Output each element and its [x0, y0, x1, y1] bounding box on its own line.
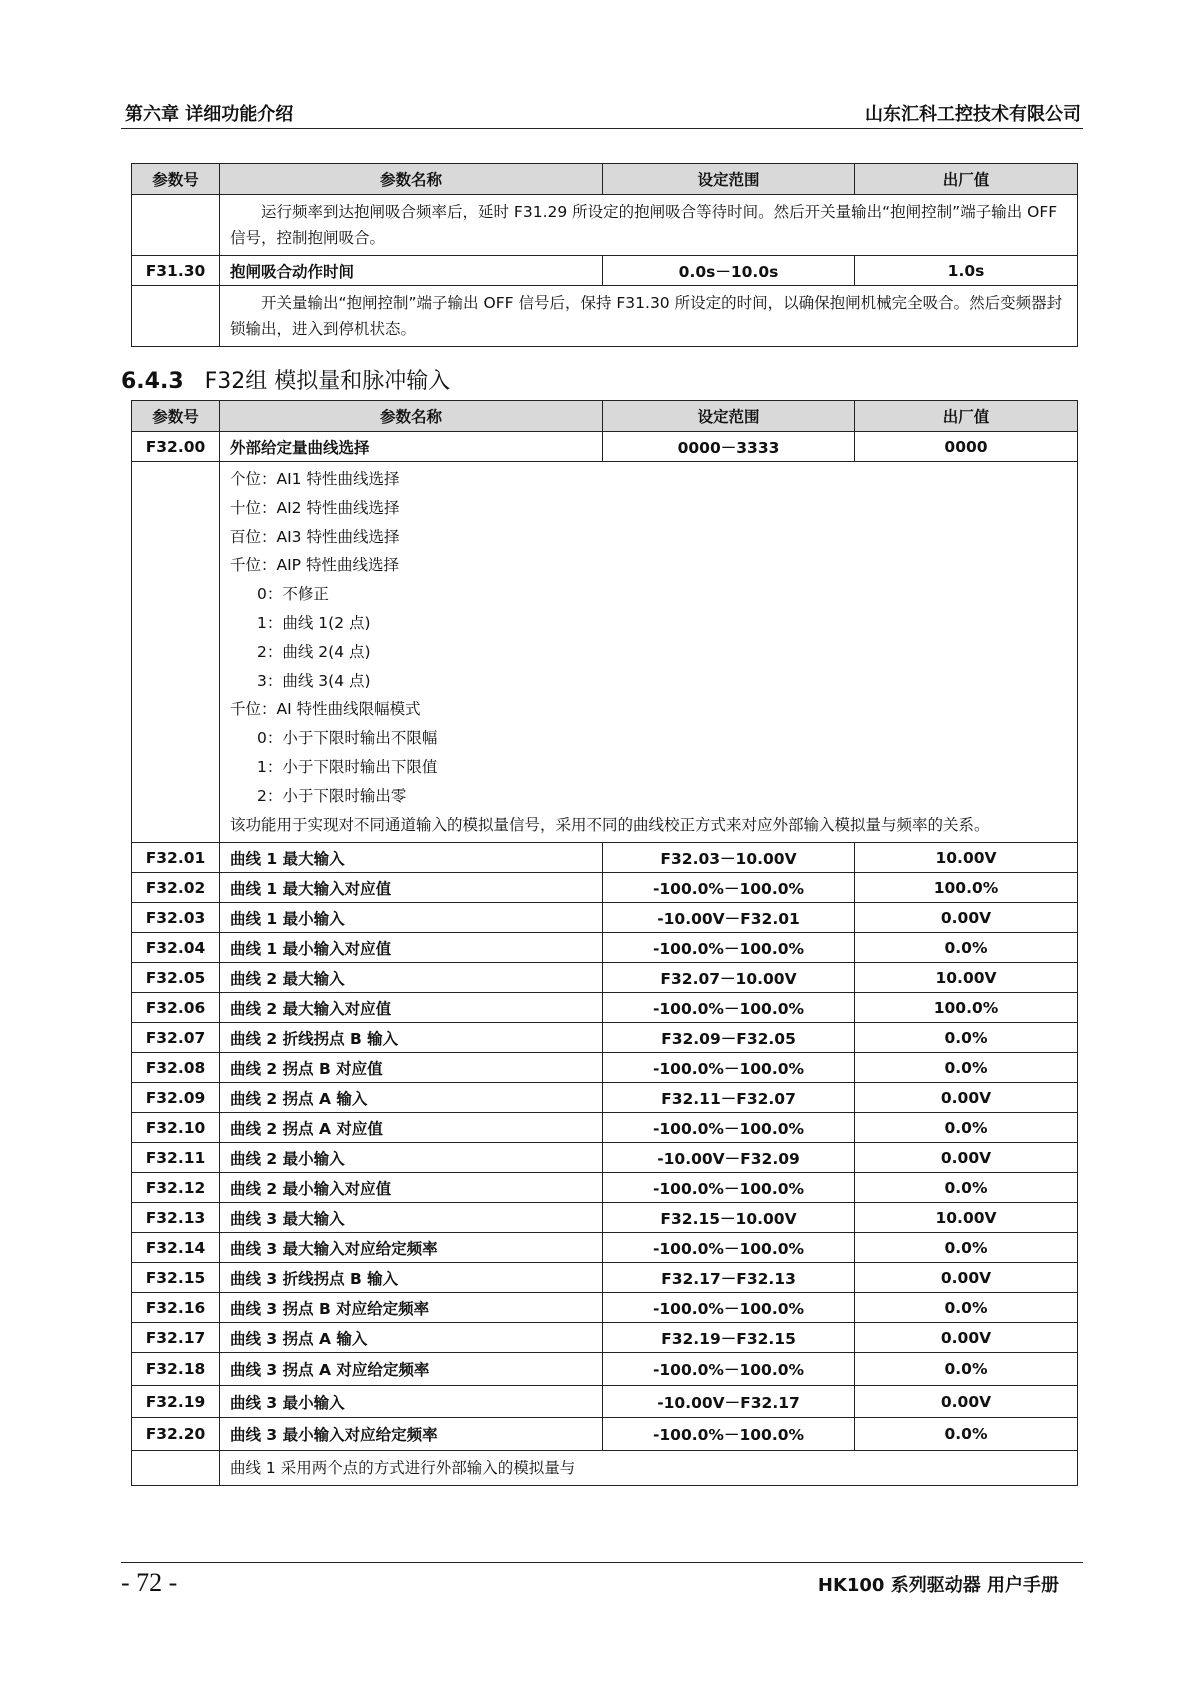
param-number: F32.13 — [132, 1203, 220, 1233]
chapter-title: 第六章 详细功能介绍 — [125, 104, 294, 125]
col-header-default: 出厂值 — [855, 401, 1078, 432]
table-row — [132, 432, 1078, 462]
table-row — [132, 843, 1078, 873]
param-description: 曲线 1 采用两个点的方式进行外部输入的模拟量与 — [230, 1458, 576, 1477]
table-row — [132, 1143, 1078, 1173]
param-name: 曲线 2 拐点 B 对应值 — [220, 1053, 603, 1083]
param-default: 0.00V — [855, 1083, 1078, 1113]
param-default: 0.0% — [855, 1023, 1078, 1053]
param-range: -10.00V－F32.17 — [603, 1385, 855, 1418]
param-default: 10.00V — [855, 1203, 1078, 1233]
param-number: F32.10 — [132, 1113, 220, 1143]
param-default: 1.0s — [855, 256, 1078, 286]
param-name: 曲线 1 最大输入 — [220, 843, 603, 873]
param-number: F32.08 — [132, 1053, 220, 1083]
param-range: -10.00V－F32.01 — [603, 903, 855, 933]
param-number: F32.09 — [132, 1083, 220, 1113]
param-range: -100.0%－100.0% — [603, 993, 855, 1023]
desc-line: 2：小于下限时输出零 — [257, 786, 407, 805]
param-name: 曲线 3 最大输入 — [220, 1203, 603, 1233]
param-range: F32.15－10.00V — [603, 1203, 855, 1233]
table-row — [132, 462, 1078, 843]
section-number: 6.4.3 — [121, 369, 184, 394]
param-default: 10.00V — [855, 963, 1078, 993]
param-default: 0.0% — [855, 1053, 1078, 1083]
company-name: 山东汇科工控技术有限公司 — [865, 104, 1081, 125]
param-number: F32.04 — [132, 933, 220, 963]
param-range: F32.19－F32.15 — [603, 1323, 855, 1353]
table-row — [132, 1233, 1078, 1263]
param-name: 曲线 2 折线拐点 B 输入 — [220, 1023, 603, 1053]
param-range: -100.0%－100.0% — [603, 873, 855, 903]
col-header-range: 设定范围 — [603, 164, 855, 195]
param-description: 开关量输出“抱闸控制”端子输出 OFF 信号后，保持 F31.30 所设定的时间，以确保抱闸机械完全吸合。然后变频器封锁输出，进入到停机状态。 — [230, 294, 1063, 338]
param-table-f32 — [131, 400, 1078, 1486]
param-number: F32.17 — [132, 1323, 220, 1353]
param-range: -10.00V－F32.09 — [603, 1143, 855, 1173]
param-description: 运行频率到达抱闸吸合频率后，延时 F31.29 所设定的抱闸吸合等待时间。然后开关量输出“抱闸控制”端子输出 OFF 信号，控制抱闸吸合。 — [230, 203, 1058, 247]
param-name: 曲线 2 最小输入对应值 — [220, 1173, 603, 1203]
param-number: F32.20 — [132, 1418, 220, 1451]
param-number: F32.11 — [132, 1143, 220, 1173]
desc-line: 个位：AI1 特性曲线选择 — [230, 470, 400, 488]
page-header — [121, 96, 1083, 129]
param-name: 曲线 2 最大输入 — [220, 963, 603, 993]
desc-line: 3：曲线 3(4 点) — [257, 671, 371, 690]
param-default: 0000 — [855, 432, 1078, 462]
param-default: 0.0% — [855, 1233, 1078, 1263]
param-number: F32.16 — [132, 1293, 220, 1323]
param-range: F32.09－F32.05 — [603, 1023, 855, 1053]
table-row — [132, 1203, 1078, 1233]
table-row — [132, 1263, 1078, 1293]
param-table-f31 — [131, 163, 1078, 347]
param-default: 0.0% — [855, 1293, 1078, 1323]
param-name: 曲线 3 拐点 A 对应给定频率 — [220, 1353, 603, 1386]
table-row — [132, 1173, 1078, 1203]
desc-line: 0：不修正 — [257, 585, 329, 604]
param-number: F32.18 — [132, 1353, 220, 1386]
param-description — [220, 462, 1078, 843]
table-row — [132, 1385, 1078, 1418]
desc-paragraph: 该功能用于实现对不同通道输入的模拟量信号，采用不同的曲线校正方式来对应外部输入模拟量与频率的关系。 — [230, 815, 990, 834]
param-range: F32.11－F32.07 — [603, 1083, 855, 1113]
col-header-no: 参数号 — [132, 401, 220, 432]
param-range: -100.0%－100.0% — [603, 1418, 855, 1451]
table-row — [132, 1053, 1078, 1083]
param-range: 0.0s－10.0s — [603, 256, 855, 286]
param-range: F32.03－10.00V — [603, 843, 855, 873]
param-default: 10.00V — [855, 843, 1078, 873]
desc-line: 百位：AI3 特性曲线选择 — [230, 527, 400, 546]
param-number: F32.07 — [132, 1023, 220, 1053]
param-number: F32.03 — [132, 903, 220, 933]
param-default: 0.00V — [855, 1323, 1078, 1353]
desc-line: 1：小于下限时输出下限值 — [257, 757, 438, 776]
table-header-row — [132, 164, 1078, 195]
param-number: F32.14 — [132, 1233, 220, 1263]
param-name: 抱闸吸合动作时间 — [220, 256, 603, 286]
param-name: 曲线 3 折线拐点 B 输入 — [220, 1263, 603, 1293]
table-header-row — [132, 401, 1078, 432]
param-name: 曲线 1 最大输入对应值 — [220, 873, 603, 903]
table-row — [132, 1023, 1078, 1053]
param-name: 曲线 3 最小输入 — [220, 1385, 603, 1418]
param-number: F32.05 — [132, 963, 220, 993]
table-row — [132, 1353, 1078, 1386]
desc-line: 十位：AI2 特性曲线选择 — [230, 498, 400, 517]
param-default: 0.0% — [855, 1113, 1078, 1143]
table-row — [132, 993, 1078, 1023]
table-row — [132, 903, 1078, 933]
param-range: F32.07－10.00V — [603, 963, 855, 993]
param-number: F32.19 — [132, 1385, 220, 1418]
page-footer — [121, 1562, 1083, 1597]
param-default: 100.0% — [855, 993, 1078, 1023]
param-name: 曲线 2 拐点 A 输入 — [220, 1083, 603, 1113]
param-number: F32.12 — [132, 1173, 220, 1203]
param-range: -100.0%－100.0% — [603, 1233, 855, 1263]
param-name: 曲线 2 拐点 A 对应值 — [220, 1113, 603, 1143]
desc-line: 2：曲线 2(4 点) — [257, 642, 371, 661]
param-range: -100.0%－100.0% — [603, 1353, 855, 1386]
param-name: 曲线 1 最小输入对应值 — [220, 933, 603, 963]
param-number: F31.30 — [132, 256, 220, 286]
param-range: 0000－3333 — [603, 432, 855, 462]
col-header-name: 参数名称 — [220, 164, 603, 195]
param-name: 曲线 3 拐点 A 输入 — [220, 1323, 603, 1353]
param-range: -100.0%－100.0% — [603, 1113, 855, 1143]
section-title: F32组 模拟量和脉冲输入 — [204, 369, 451, 394]
col-header-default: 出厂值 — [855, 164, 1078, 195]
param-default: 0.00V — [855, 903, 1078, 933]
manual-title: HK100 系列驱动器 用户手册 — [817, 1575, 1059, 1596]
param-name: 曲线 1 最小输入 — [220, 903, 603, 933]
table-row — [132, 933, 1078, 963]
param-default: 100.0% — [855, 873, 1078, 903]
col-header-no: 参数号 — [132, 164, 220, 195]
desc-line: 0：小于下限时输出不限幅 — [257, 729, 438, 748]
param-range: -100.0%－100.0% — [603, 1293, 855, 1323]
table-row — [132, 286, 1078, 347]
param-number: F32.02 — [132, 873, 220, 903]
param-number: F32.00 — [132, 432, 220, 462]
param-range: -100.0%－100.0% — [603, 933, 855, 963]
param-default: 0.0% — [855, 933, 1078, 963]
col-header-range: 设定范围 — [603, 401, 855, 432]
param-default: 0.00V — [855, 1263, 1078, 1293]
param-number: F32.15 — [132, 1263, 220, 1293]
param-name: 曲线 2 最大输入对应值 — [220, 993, 603, 1023]
param-range: -100.0%－100.0% — [603, 1173, 855, 1203]
table-row — [132, 963, 1078, 993]
table-row — [132, 873, 1078, 903]
param-number: F32.06 — [132, 993, 220, 1023]
table-row — [132, 1450, 1078, 1485]
desc-line: 1：曲线 1(2 点) — [257, 613, 371, 632]
param-name: 曲线 3 拐点 B 对应给定频率 — [220, 1293, 603, 1323]
param-default: 0.0% — [855, 1353, 1078, 1386]
param-rows — [132, 843, 1078, 1451]
param-name: 外部给定量曲线选择 — [220, 432, 603, 462]
desc-line: 千位：AIP 特性曲线选择 — [230, 556, 399, 575]
desc-line: 千位：AI 特性曲线限幅模式 — [230, 700, 421, 719]
col-header-name: 参数名称 — [220, 401, 603, 432]
table-row — [132, 1418, 1078, 1451]
param-name: 曲线 3 最大输入对应给定频率 — [220, 1233, 603, 1263]
table-row — [132, 1323, 1078, 1353]
param-default: 0.00V — [855, 1385, 1078, 1418]
table-row — [132, 195, 1078, 256]
param-default: 0.0% — [855, 1418, 1078, 1451]
param-default: 0.00V — [855, 1143, 1078, 1173]
table-row — [132, 256, 1078, 286]
page-number: - 72 - — [121, 1568, 178, 1597]
param-range: F32.17－F32.13 — [603, 1263, 855, 1293]
section-heading — [121, 364, 450, 395]
param-name: 曲线 3 最小输入对应给定频率 — [220, 1418, 603, 1451]
param-range: -100.0%－100.0% — [603, 1053, 855, 1083]
param-number: F32.01 — [132, 843, 220, 873]
table-row — [132, 1293, 1078, 1323]
table-row — [132, 1113, 1078, 1143]
param-default: 0.0% — [855, 1173, 1078, 1203]
param-name: 曲线 2 最小输入 — [220, 1143, 603, 1173]
table-row — [132, 1083, 1078, 1113]
